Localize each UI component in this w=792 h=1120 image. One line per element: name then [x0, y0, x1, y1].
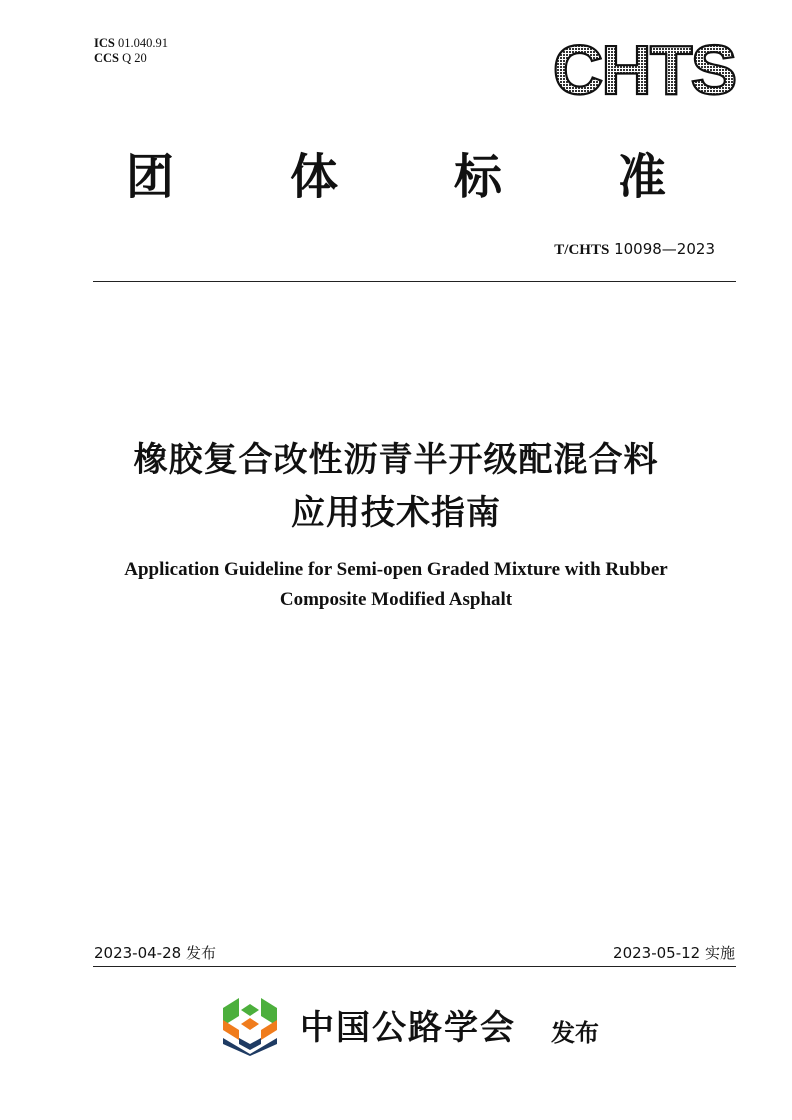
standard-type-char: 标	[453, 149, 502, 205]
logo-orange-right	[261, 1020, 277, 1040]
logo-orange-left	[223, 1020, 239, 1040]
ics-line	[94, 36, 168, 51]
ccs-code: Q 20	[122, 51, 147, 65]
title-cn-line1: 橡胶复合改性沥青半开级配混合料	[133, 440, 659, 480]
publisher-logo-icon	[221, 994, 279, 1056]
title-en-line2: Composite Modified Asphalt	[279, 589, 513, 610]
standard-type-char: 准	[617, 149, 666, 205]
chts-logo-text: CHTS	[552, 31, 736, 102]
ics-code: 01.040.91	[117, 36, 168, 50]
standard-type-char: 团	[125, 149, 174, 205]
standard-code: 10098—2023	[614, 240, 715, 258]
publisher-action: 发布	[551, 1019, 599, 1047]
implement-date: 2023-05-12 实施	[613, 944, 735, 962]
standard-type-char: 体	[289, 149, 338, 205]
standard-number	[554, 240, 715, 259]
title-en-line1: Application Guideline for Semi-open Graded Mixture with Rubber	[124, 559, 668, 580]
ics-label: ICS	[94, 36, 115, 50]
standard-prefix: T/CHTS	[554, 242, 610, 258]
publisher-name: 中国公路学会	[300, 1008, 516, 1048]
chts-logo	[548, 30, 740, 102]
classification-codes	[94, 36, 168, 66]
bottom-divider	[93, 966, 736, 967]
logo-navy-inner	[239, 1038, 261, 1050]
ccs-line	[94, 51, 168, 66]
standard-type-heading	[0, 138, 792, 218]
logo-orange-center	[241, 1018, 259, 1030]
title-cn-line2: 应用技术指南	[291, 493, 501, 533]
logo-green-center	[241, 1004, 259, 1016]
ccs-label: CCS	[94, 51, 120, 65]
top-divider	[93, 281, 736, 282]
issue-date: 2023-04-28 发布	[94, 944, 216, 962]
